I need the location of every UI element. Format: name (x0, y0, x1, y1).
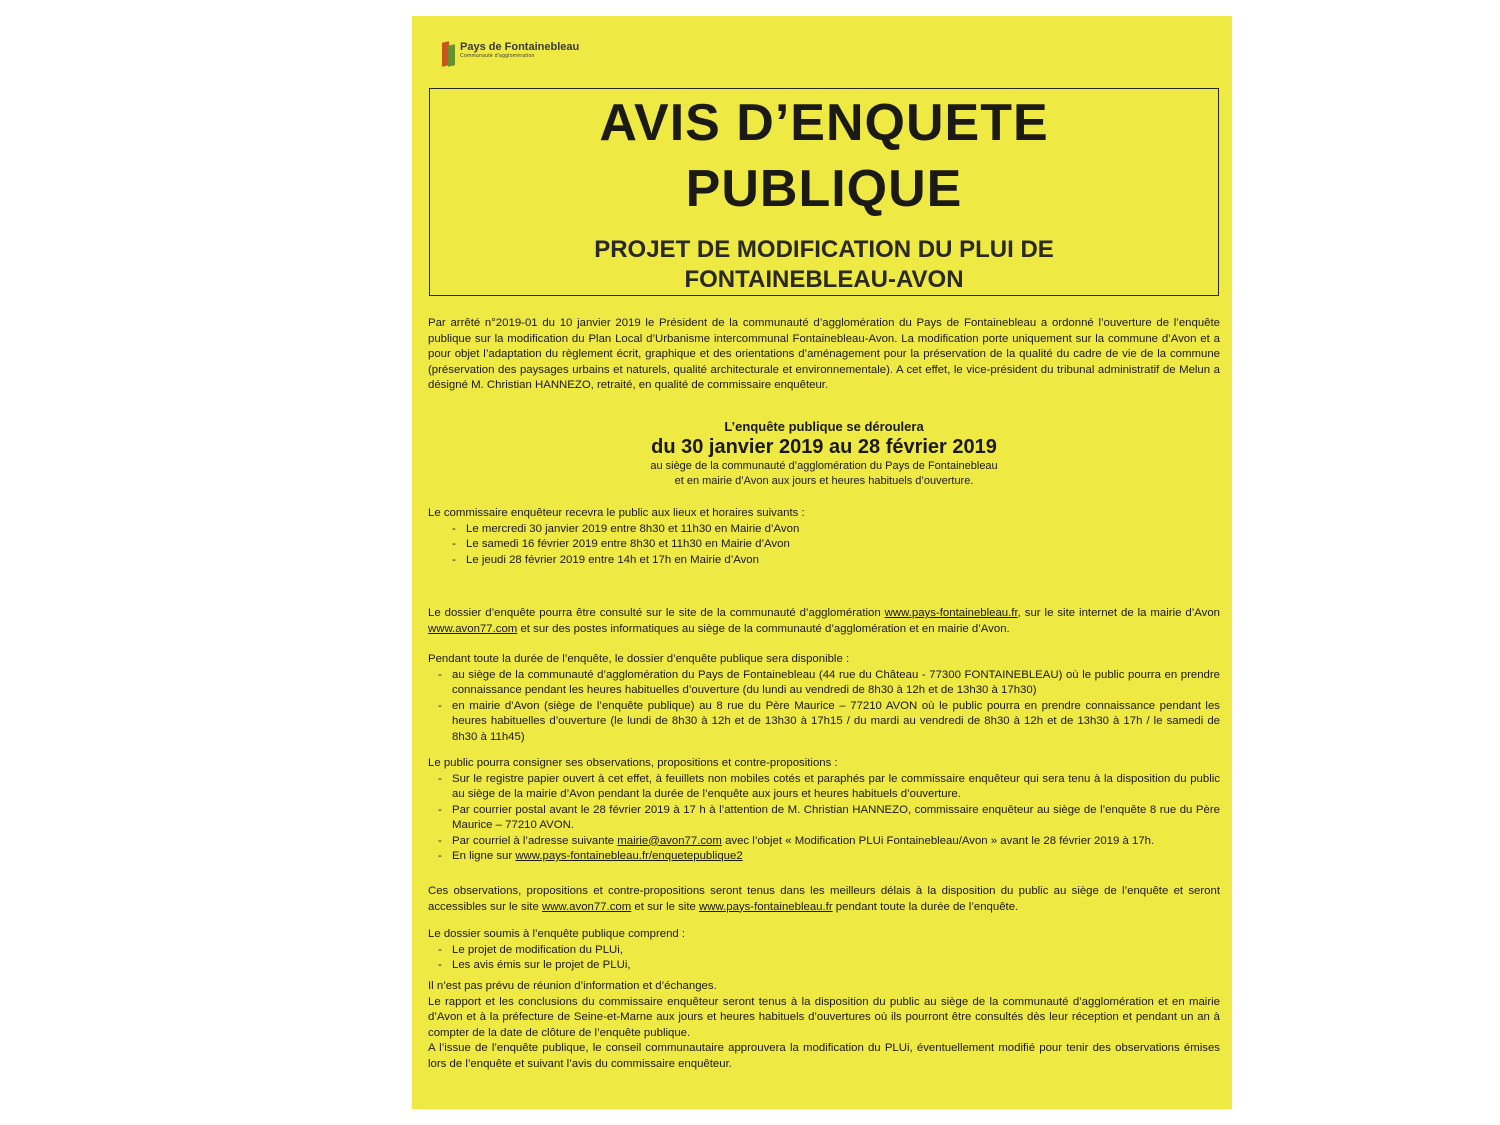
notice-poster (412, 16, 1232, 1109)
permanences-intro: Le commissaire enquêteur recevra le public aux lieux et horaires suivants : (428, 507, 805, 519)
dates-lead: L’enquête publique se déroulera (724, 419, 924, 434)
avon77-link[interactable]: www.avon77.com (428, 622, 518, 635)
list-item: - au siège de la communauté d’agglomération du Pays de Fontainebleau (44 rue du Château - 77300 FONTAINEBLEAU) où le public pourra en prendre connaissance pendant les heures habituelles d’ouverture (du lundi au vendredi de 8h30 à 12h et de 13h30 à 17h30) (428, 668, 1220, 699)
pays-fontainebleau-link[interactable]: www.pays-fontainebleau.fr (884, 607, 1018, 619)
observations-availability-paragraph: Ces observations, propositions et contre-propositions seront tenus dans les meilleurs délais à la disposition du public au siège de l’enquête et seront accessibles sur le site www.avon77.com et sur le site www.pays-fontainebleau.fr pendant toute la durée de l’enquête. (428, 885, 1220, 913)
list-item: - Les avis émis sur le projet de PLUi, (428, 958, 1220, 974)
dates-block (428, 419, 1220, 489)
dates-location-2: et en mairie d’Avon aux jours et heures habituels d’ouverture. (674, 475, 974, 487)
permanences-section (428, 506, 1220, 568)
list-item: - en mairie d’Avon (siège de l’enquête publique) au 8 rue du Père Maurice – 77210 AVON où le public pourra en prendre connaissance pendant les heures habituelles d’ouverture (le lundi de 8h30 à 12h et de 13h30 à 17h15 / du mardi au vendredi de 8h30 à 12h et de 13h30 à 17h / le samedi de 8h30 à 11h45) (428, 699, 1220, 746)
dossier-paragraph: Le dossier d’enquête pourra être consulté sur le site de la communauté d’agglomération www.pays-fontainebleau.fr, sur le site internet de la mairie d’Avon www.avon77.com et sur des postes informatiques au siège de la communauté d’agglomération et en mairie d’Avon. (428, 607, 1221, 635)
contents-intro: Le dossier soumis à l’enquête publique comprend : (428, 928, 686, 940)
pays-de-fontainebleau-logo (442, 42, 579, 66)
list-item: - En ligne sur www.pays-fontainebleau.fr/enquetepublique2 (428, 849, 1220, 865)
list-item: - Par courriel à l’adresse suivante mairie@avon77.com avec l’objet « Modification PLUi Fontainebleau/Avon » avant le 28 février 2019 à 17h. (428, 834, 1220, 850)
list-item: - Le projet de modification du PLUi, (428, 943, 1220, 959)
enquete-online-link[interactable]: www.pays-fontainebleau.fr/enquetepublique2 (515, 850, 743, 862)
list-item: - Le jeudi 28 février 2019 entre 14h et 17h en Mairie d’Avon (428, 553, 1220, 569)
contents-section (428, 927, 1220, 974)
closing-line-2: Le rapport et les conclusions du commissaire enquêteur seront tenus à la disposition du public au siège de la communauté d’agglomération et en mairie d’Avon et à la préfecture de Seine-et-Marne aux jours et heures habituels d’ouvertures où ils pourront être consultés dès leur réception et pendant un an à compter de la date de clôture de l’enquête publique. (428, 995, 1220, 1039)
intro-paragraph: Par arrêté n°2019-01 du 10 janvier 2019 le Président de la communauté d’agglomération du Pays de Fontainebleau a ordonné l’ouverture de l’enquête publique sur la modification du Plan Local d’Urbanisme intercommunal Fontainebleau-Avon. La modification porte uniquement sur la commune d’Avon et a pour objet l’adaptation du règlement écrit, graphique et des orientations d’aménagement pour la préservation de la qualité du cadre de vie de la commune (préservation des paysages urbains et naturels, qualité architecturale et environnementale). A cet effet, le vice-président du tribunal administratif de Melun a désigné M. Christian HANNEZO, retraité, en qualité de commissaire enquêteur. (428, 317, 1220, 391)
closing-line-1: Il n’est pas prévu de réunion d’information et d’échanges. (428, 980, 717, 992)
availability-section (428, 652, 1220, 745)
title-line2: PUBLIQUE (685, 160, 963, 218)
dates-range: du 30 janvier 2019 au 28 février 2019 (651, 436, 997, 458)
title-box (429, 88, 1219, 296)
closing-section (428, 979, 1220, 1072)
logo-mark-icon (442, 42, 456, 66)
dates-location-1: au siège de la communauté d’agglomération du Pays de Fontainebleau (650, 460, 998, 472)
logo-name: Pays de Fontainebleau (460, 41, 580, 53)
observations-intro: Le public pourra consigner ses observations, propositions et contre-propositions : (428, 757, 838, 769)
availability-intro: Pendant toute la durée de l’enquête, le dossier d’enquête publique sera disponible : (428, 653, 850, 665)
email-link[interactable]: mairie@avon77.com (617, 834, 722, 847)
observations-section (428, 756, 1220, 865)
closing-line-3: A l’issue de l’enquête publique, le conseil communautaire approuvera la modification du PLUi, éventuellement modifié pour tenir des observations émises lors de l’enquête et suivant l’avis du commissaire enquêteur. (428, 1042, 1220, 1070)
list-item: - Sur le registre papier ouvert à cet effet, à feuillets non mobiles cotés et paraphés par le commissaire enquêteur qui sera tenu à la disposition du public au siège de la mairie d’Avon pendant la durée de l’enquête aux jours et heures habituels d’ouverture. (428, 772, 1220, 803)
subtitle-line1: PROJET DE MODIFICATION DU PLUI DE (594, 236, 1054, 263)
logo-subtitle: Communauté d'agglomération (460, 53, 535, 59)
list-item: - Le mercredi 30 janvier 2019 entre 8h30 et 11h30 en Mairie d’Avon (428, 522, 1220, 538)
list-item: - Par courrier postal avant le 28 février 2019 à 17 h à l’attention de M. Christian HANNEZO, commissaire enquêteur au siège de l’enquête 8 rue du Père Maurice – 77210 AVON. (428, 803, 1220, 834)
list-item: - Le samedi 16 février 2019 entre 8h30 et 11h30 en Mairie d’Avon (428, 537, 1220, 553)
avon77-link[interactable]: www.avon77.com (541, 900, 632, 913)
title-line1: AVIS D’ENQUETE (599, 94, 1049, 152)
pays-fontainebleau-link[interactable]: www.pays-fontainebleau.fr (699, 900, 833, 913)
subtitle-line2: FONTAINEBLEAU-AVON (684, 266, 964, 293)
